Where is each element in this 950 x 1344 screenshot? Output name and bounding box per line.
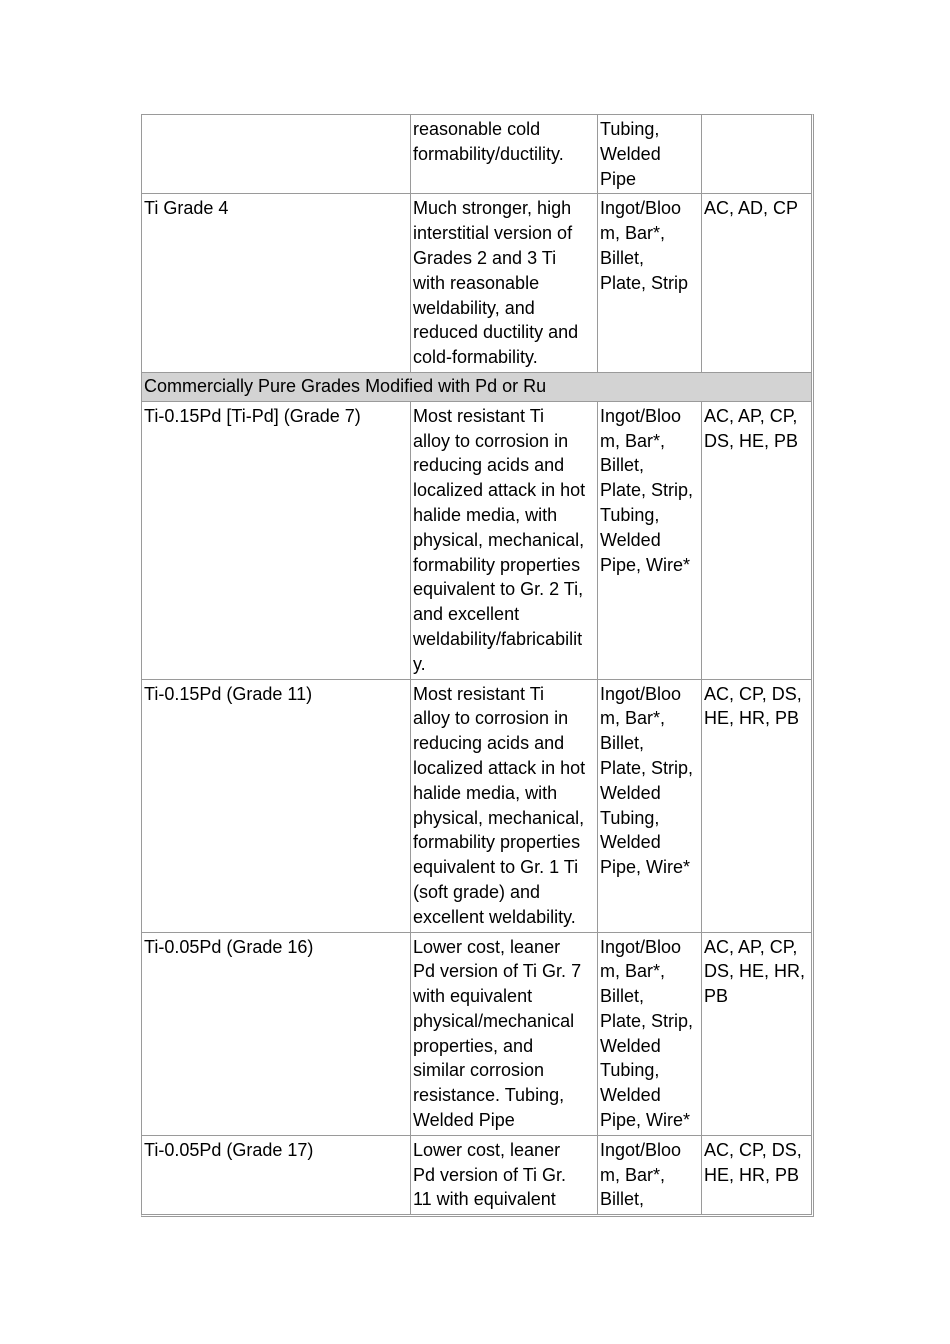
characteristics-cell-line: properties, and bbox=[413, 1035, 534, 1056]
characteristics-cell-line: localized attack in hot bbox=[413, 480, 586, 501]
characteristics-cell-line: alloy to corrosion in bbox=[413, 708, 569, 729]
product-forms-cell-line: m, Bar*, bbox=[600, 961, 666, 982]
characteristics-cell-line: halide media, with bbox=[413, 782, 558, 803]
characteristics-cell-line: Much stronger, high bbox=[413, 198, 572, 219]
product-forms-cell-line: Pipe, Wire* bbox=[600, 1110, 691, 1131]
product-forms-cell-line: Welded bbox=[600, 143, 661, 164]
characteristics-cell-line: reduced ductility and bbox=[413, 322, 579, 343]
characteristics-cell-line: halide media, with bbox=[413, 504, 558, 525]
characteristics-cell-line: Grades 2 and 3 Ti bbox=[413, 247, 557, 268]
product-forms-cell bbox=[598, 115, 702, 194]
specifications-cell-line: HE, HR, PB bbox=[704, 1164, 800, 1185]
section-heading-row bbox=[142, 373, 811, 402]
characteristics-cell bbox=[411, 680, 598, 933]
specifications-cell-line: DS, HE, PB bbox=[704, 430, 799, 451]
product-forms-cell-line: Welded bbox=[600, 1035, 661, 1056]
alloy-name-cell: Ti-0.05Pd (Grade 16) bbox=[142, 933, 411, 1136]
table-row bbox=[142, 1136, 811, 1214]
product-forms-cell bbox=[598, 933, 702, 1136]
specifications-cell-line: HE, HR, PB bbox=[704, 708, 800, 729]
characteristics-cell-line: equivalent to Gr. 1 Ti bbox=[413, 857, 579, 878]
characteristics-cell-line: Lower cost, leaner bbox=[413, 936, 561, 957]
characteristics-cell-line: physical/mechanical bbox=[413, 1010, 575, 1031]
specifications-cell-line: AC, AP, CP, bbox=[704, 405, 798, 426]
product-forms-cell-line: Plate, Strip bbox=[600, 272, 689, 293]
characteristics-cell-line: (soft grade) and bbox=[413, 881, 541, 902]
characteristics-cell-line: reasonable cold bbox=[413, 119, 541, 139]
characteristics-cell-line: Welded Pipe bbox=[413, 1110, 515, 1131]
characteristics-cell-line: Pd version of Ti Gr. bbox=[413, 1164, 567, 1185]
product-forms-cell-line: Welded bbox=[600, 1085, 661, 1106]
product-forms-cell-line: Plate, Strip, bbox=[600, 757, 694, 778]
product-forms-cell-line: Welded bbox=[600, 832, 661, 853]
product-forms-cell-line: Billet, bbox=[600, 455, 645, 476]
characteristics-cell-line: weldability, and bbox=[413, 297, 535, 318]
product-forms-cell-line: Billet, bbox=[600, 247, 645, 268]
characteristics-cell bbox=[411, 194, 598, 373]
characteristics-cell-line: physical, mechanical, bbox=[413, 807, 585, 828]
alloy-name-cell: Ti-0.15Pd (Grade 11) bbox=[142, 680, 411, 933]
specifications-cell-line: DS, HE, HR, bbox=[704, 961, 806, 982]
specifications-cell bbox=[702, 402, 811, 680]
product-forms-cell-line: Plate, Strip, bbox=[600, 1010, 694, 1031]
characteristics-cell-line: resistance. Tubing, bbox=[413, 1085, 565, 1106]
product-forms-cell bbox=[598, 1136, 702, 1214]
characteristics-cell-line: Pd version of Ti Gr. 7 bbox=[413, 961, 582, 982]
product-forms-cell-line: Pipe, Wire* bbox=[600, 554, 691, 575]
product-forms-cell-line: Plate, Strip, bbox=[600, 480, 694, 501]
section-heading: Commercially Pure Grades Modified with Pd or Ru bbox=[142, 373, 811, 402]
product-forms-cell-line: Tubing, bbox=[600, 807, 660, 828]
table-row bbox=[142, 933, 811, 1136]
characteristics-cell-line: y. bbox=[413, 653, 426, 674]
specifications-cell-line: PB bbox=[704, 986, 729, 1007]
product-forms-cell-line: Ingot/Bloo bbox=[600, 1139, 682, 1160]
characteristics-cell-line: excellent weldability. bbox=[413, 906, 576, 927]
product-forms-cell-line: Billet, bbox=[600, 733, 645, 754]
specifications-cell bbox=[702, 933, 811, 1136]
characteristics-cell-line: Lower cost, leaner bbox=[413, 1139, 561, 1160]
table-row bbox=[142, 194, 811, 373]
table-row bbox=[142, 115, 811, 194]
characteristics-cell-line: with equivalent bbox=[413, 986, 533, 1007]
product-forms-cell-line: Ingot/Bloo bbox=[600, 936, 682, 957]
product-forms-cell-line: Billet, bbox=[600, 986, 645, 1007]
product-forms-cell-line: Ingot/Bloo bbox=[600, 683, 682, 704]
characteristics-cell-line: Most resistant Ti bbox=[413, 405, 545, 426]
characteristics-cell bbox=[411, 1136, 598, 1214]
product-forms-cell-line: Billet, bbox=[600, 1189, 645, 1210]
specifications-cell bbox=[702, 194, 811, 373]
specifications-cell-line: AC, CP, DS, bbox=[704, 683, 802, 704]
product-forms-cell-line: Tubing, bbox=[600, 119, 660, 139]
alloy-name-cell bbox=[142, 115, 411, 194]
specifications-cell-line: AC, CP, DS, bbox=[704, 1139, 802, 1160]
alloy-table-body bbox=[142, 115, 811, 1214]
product-forms-cell bbox=[598, 680, 702, 933]
product-forms-cell-line: m, Bar*, bbox=[600, 708, 666, 729]
characteristics-cell-line: similar corrosion bbox=[413, 1060, 545, 1081]
table-row bbox=[142, 680, 811, 933]
specifications-cell bbox=[702, 1136, 811, 1214]
characteristics-cell-line: formability/ductility. bbox=[413, 143, 564, 164]
characteristics-cell-line: formability properties bbox=[413, 554, 581, 575]
characteristics-cell bbox=[411, 402, 598, 680]
characteristics-cell-line: localized attack in hot bbox=[413, 757, 586, 778]
specifications-cell-line: AC, AP, CP, bbox=[704, 936, 798, 957]
alloy-name-cell: Ti-0.15Pd [Ti-Pd] (Grade 7) bbox=[142, 402, 411, 680]
product-forms-cell-line: Ingot/Bloo bbox=[600, 405, 682, 426]
characteristics-cell-line: weldability/fabricabilit bbox=[413, 628, 583, 649]
product-forms-cell-line: m, Bar*, bbox=[600, 1164, 666, 1185]
product-forms-cell-line: m, Bar*, bbox=[600, 430, 666, 451]
characteristics-cell-line: cold-formability. bbox=[413, 347, 538, 368]
table-row bbox=[142, 402, 811, 680]
characteristics-cell-line: equivalent to Gr. 2 Ti, bbox=[413, 579, 584, 600]
product-forms-cell-line: Tubing, bbox=[600, 1060, 660, 1081]
alloy-name-cell: Ti-0.05Pd (Grade 17) bbox=[142, 1136, 411, 1214]
characteristics-cell-line: reducing acids and bbox=[413, 733, 565, 754]
characteristics-cell bbox=[411, 115, 598, 194]
product-forms-cell-line: Pipe, Wire* bbox=[600, 857, 691, 878]
product-forms-cell-line: m, Bar*, bbox=[600, 223, 666, 244]
specifications-cell-line: AC, AD, CP bbox=[704, 198, 799, 219]
product-forms-cell bbox=[598, 194, 702, 373]
product-forms-cell-line: Ingot/Bloo bbox=[600, 198, 682, 219]
characteristics-cell-line: and excellent bbox=[413, 604, 520, 625]
characteristics-cell-line: with reasonable bbox=[413, 272, 540, 293]
alloy-name-cell: Ti Grade 4 bbox=[142, 194, 411, 373]
characteristics-cell-line: alloy to corrosion in bbox=[413, 430, 569, 451]
characteristics-cell-line: formability properties bbox=[413, 832, 581, 853]
product-forms-cell-line: Tubing, bbox=[600, 504, 660, 525]
specifications-cell bbox=[702, 115, 811, 194]
alloy-table bbox=[141, 114, 814, 1217]
characteristics-cell-line: reducing acids and bbox=[413, 455, 565, 476]
product-forms-cell-line: Pipe bbox=[600, 168, 637, 189]
product-forms-cell-line: Welded bbox=[600, 782, 661, 803]
specifications-cell bbox=[702, 680, 811, 933]
characteristics-cell-line: interstitial version of bbox=[413, 223, 573, 244]
characteristics-cell-line: 11 with equivalent bbox=[413, 1189, 556, 1210]
product-forms-cell bbox=[598, 402, 702, 680]
characteristics-cell-line: physical, mechanical, bbox=[413, 529, 585, 550]
characteristics-cell-line: Most resistant Ti bbox=[413, 683, 545, 704]
product-forms-cell-line: Welded bbox=[600, 529, 661, 550]
characteristics-cell bbox=[411, 933, 598, 1136]
